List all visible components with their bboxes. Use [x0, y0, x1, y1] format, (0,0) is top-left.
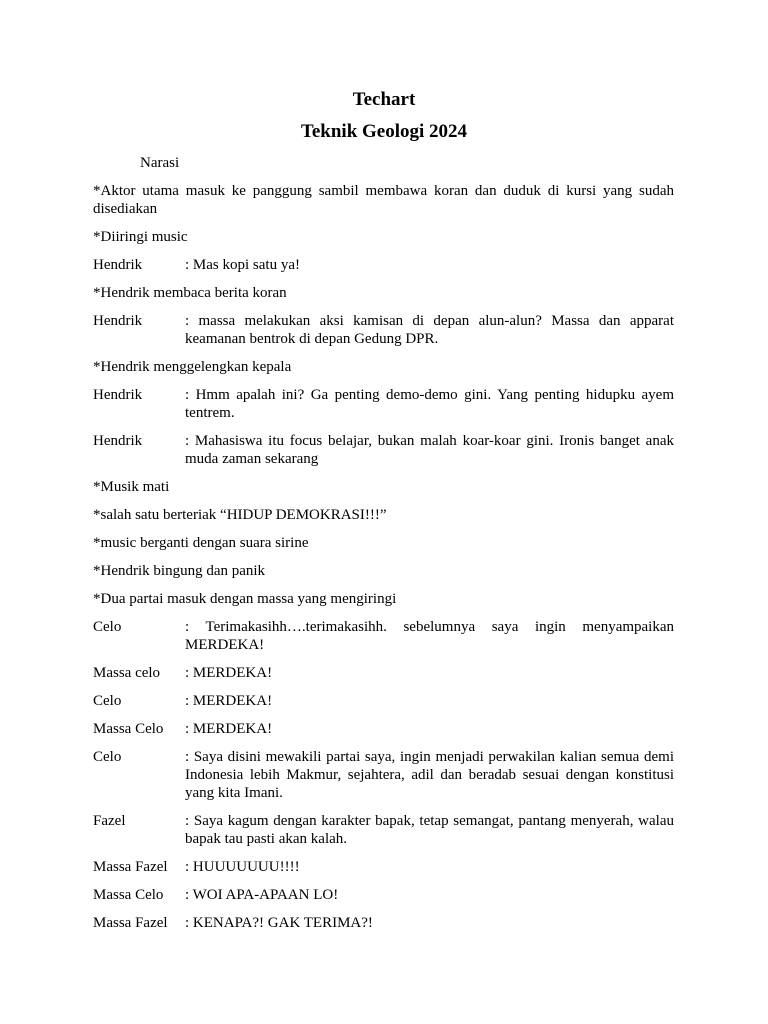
speaker-name: Massa celo — [93, 665, 161, 681]
dialogue-line — [93, 256, 674, 274]
speaker-name: Hendrik — [93, 433, 143, 449]
dialogue-line — [93, 692, 674, 710]
stage-direction: *Aktor utama masuk ke panggung sambil membawa koran dan duduk di kursi yang sudah disediakan — [93, 183, 674, 217]
dialogue-line — [93, 386, 674, 422]
dialogue-line — [93, 886, 674, 904]
dialogue-text: : Saya disini mewakili partai saya, ingin menjadi perwakilan kalian semua demi Indonesia lebih Makmur, sejahtera, adil dan beradab sesuai dengan konstitusi yang kita Imani. — [185, 749, 674, 801]
dialogue-line — [93, 618, 674, 654]
speaker-name: Hendrik — [93, 257, 143, 273]
stage-direction: *Musik mati — [93, 479, 170, 495]
dialogue-line — [93, 720, 674, 738]
speaker-name: Hendrik — [93, 313, 143, 329]
dialogue-text: : MERDEKA! — [185, 665, 273, 681]
dialogue-text: : massa melakukan aksi kamisan di depan alun-alun? Massa dan apparat keamanan bentrok di depan Gedung DPR. — [185, 313, 674, 347]
script-body — [93, 154, 674, 942]
stage-direction: *Hendrik bingung dan panik — [93, 563, 266, 579]
dialogue-text: : Mahasiswa itu focus belajar, bukan malah koar-koar gini. Ironis banget anak muda zaman sekarang — [185, 433, 674, 467]
stage-direction: *music berganti dengan suara sirine — [93, 535, 309, 551]
dialogue-text: : KENAPA?! GAK TERIMA?! — [185, 915, 373, 931]
dialogue-text: : HUUUUUUU!!!! — [185, 859, 300, 875]
dialogue-text: : MERDEKA! — [185, 721, 273, 737]
dialogue-line — [93, 914, 674, 932]
stage-direction: *Hendrik menggelengkan kepala — [93, 359, 292, 375]
stage-direction: *salah satu berteriak “HIDUP DEMOKRASI!!!” — [93, 507, 387, 523]
document-subtitle: Teknik Geologi 2024 — [300, 121, 468, 142]
dialogue-text: : Saya kagum dengan karakter bapak, tetap semangat, pantang menyerah, walau bapak tau pasti akan kalah. — [185, 813, 674, 847]
dialogue-line — [93, 858, 674, 876]
speaker-name: Hendrik — [93, 387, 143, 403]
dialogue-line — [93, 748, 674, 802]
dialogue-text: : WOI APA-APAAN LO! — [185, 887, 339, 903]
dialogue-text: : Hmm apalah ini? Ga penting demo-demo gini. Yang penting hidupku ayem tentrem. — [185, 387, 674, 421]
speaker-name: Massa Celo — [93, 887, 164, 903]
speaker-name: Massa Celo — [93, 721, 164, 737]
section-label: Narasi — [140, 155, 180, 171]
speaker-name: Celo — [93, 619, 122, 635]
dialogue-line — [93, 432, 674, 468]
stage-direction: *Hendrik membaca berita koran — [93, 285, 287, 301]
speaker-name: Massa Fazel — [93, 915, 168, 931]
dialogue-line — [93, 812, 674, 848]
stage-direction: *Dua partai masuk dengan massa yang mengiringi — [93, 591, 397, 607]
dialogue-line — [93, 664, 674, 682]
speaker-name: Celo — [93, 693, 122, 709]
dialogue-text: : Mas kopi satu ya! — [185, 257, 300, 273]
stage-direction: *Diiringi music — [93, 229, 188, 245]
speaker-name: Fazel — [93, 813, 126, 829]
dialogue-text: : Terimakasihh….terimakasihh. sebelumnya saya ingin menyampaikan MERDEKA! — [185, 619, 674, 653]
dialogue-text: : MERDEKA! — [185, 693, 273, 709]
dialogue-line — [93, 312, 674, 348]
document-title: Techart — [352, 89, 416, 110]
speaker-name: Massa Fazel — [93, 859, 168, 875]
speaker-name: Celo — [93, 749, 122, 765]
